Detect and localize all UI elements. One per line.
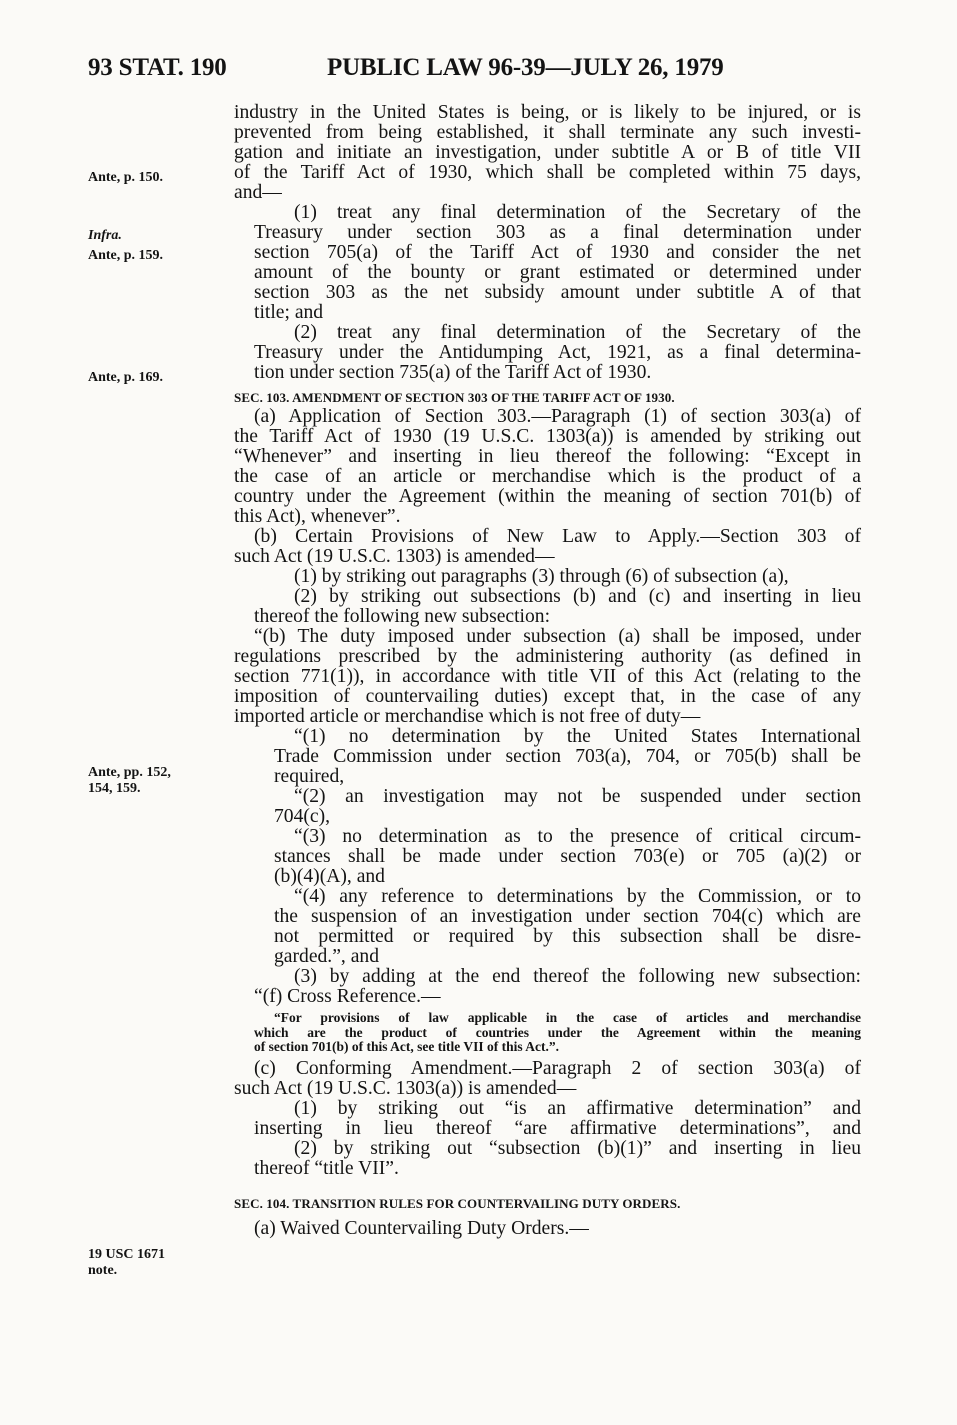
text-line: (b)(4)(A), and	[274, 866, 385, 887]
text-line: regulations prescribed by the administering authority (as defined in	[234, 646, 861, 667]
text-line: “(f) Cross Reference.—	[254, 986, 441, 1007]
margin-note: Ante, p. 159.	[88, 248, 164, 263]
text-line: (2) by striking out “subsection (b)(1)” and inserting in lieu	[294, 1137, 861, 1159]
text-line: (b) Certain Provisions of New Law to Apply.—Section 303 of	[254, 526, 861, 547]
text-line: Treasury under section 303 as a final determination under	[254, 222, 861, 243]
section-heading: SEC. 103. AMENDMENT OF SECTION 303 OF THE TARIFF ACT OF 1930.	[234, 390, 675, 405]
text-line: stances shall be made under section 703(e) or 705 (a)(2) or	[274, 846, 861, 867]
text-line: thereof “title VII”.	[254, 1157, 399, 1179]
page-reference: 93 STAT. 190	[88, 54, 227, 81]
text-line: (a) Waived Countervailing Duty Orders.—	[254, 1217, 589, 1239]
margin-note: Ante, p. 169.	[88, 370, 164, 385]
text-line: (2) by striking out subsections (b) and (c) and inserting in lieu	[294, 586, 861, 607]
text-line: “(b) The duty imposed under subsection (a) shall be imposed, under	[254, 626, 861, 647]
margin-note: 154, 159.	[88, 781, 141, 796]
text-line: imported article or merchandise which is not free of duty—	[234, 706, 701, 727]
text-line: (2) treat any final determination of the Secretary of the	[294, 322, 861, 343]
margin-note: note.	[88, 1263, 118, 1278]
text-line: (c) Conforming Amendment.—Paragraph 2 of section 303(a) of	[254, 1057, 861, 1079]
text-line: “Whenever” and inserting in lieu thereof the following: “Except in	[234, 446, 861, 467]
text-line: Trade Commission under section 703(a), 704, or 705(b) shall be	[274, 746, 861, 767]
text-line: imposition of countervailing duties) except that, in the case of any	[234, 686, 861, 707]
text-line: “(2) an investigation may not be suspended under section	[294, 786, 861, 807]
text-line: 704(c),	[274, 806, 331, 827]
text-line: not permitted or required by this subsection shall be disre-	[274, 926, 861, 947]
text-line: (1) treat any final determination of the Secretary of the	[294, 202, 861, 223]
text-line: “(4) any reference to determinations by the Commission, or to	[294, 886, 861, 907]
text-line: inserting in lieu thereof “are affirmative determinations”, and	[254, 1117, 861, 1139]
text-line: tion under section 735(a) of the Tariff Act of 1930.	[254, 362, 652, 383]
text-line: gation and initiate an investigation, under subtitle A or B of title VII	[234, 142, 861, 163]
margin-note: Ante, p. 150.	[88, 170, 164, 185]
text-line: title; and	[254, 302, 324, 323]
text-line: (a) Application of Section 303.—Paragraph (1) of section 303(a) of	[254, 406, 861, 427]
text-line: (1) by striking out “is an affirmative determination” and	[294, 1097, 861, 1119]
text-line: “(3) no determination as to the presence of critical circum-	[294, 826, 861, 847]
cross-reference-note: which are the product of countries under the Agreement within the meaning	[254, 1024, 861, 1040]
text-line: section 771(1)), in accordance with title VII of this Act (relating to the	[234, 666, 861, 687]
page-title: PUBLIC LAW 96-39—JULY 26, 1979	[327, 54, 724, 81]
text-line: the suspension of an investigation under section 704(c) which are	[274, 906, 861, 927]
text-line: (3) by adding at the end thereof the following new subsection:	[294, 966, 861, 987]
text-line: thereof the following new subsection:	[254, 606, 551, 627]
margin-note: Ante, pp. 152,	[88, 765, 171, 780]
text-line: amount of the bounty or grant estimated or determined under	[254, 262, 861, 283]
text-line: the case of an article or merchandise which is the product of a	[234, 466, 861, 487]
text-line: this Act), whenever”.	[234, 506, 401, 527]
cross-reference-note: of section 701(b) of this Act, see title VII of this Act.”.	[254, 1039, 559, 1054]
text-line: section 705(a) of the Tariff Act of 1930 and consider the net	[254, 242, 861, 263]
text-line: of the Tariff Act of 1930, which shall be completed within 75 days,	[234, 162, 861, 183]
text-line: garded.”, and	[274, 946, 379, 967]
cross-reference-note: “For provisions of law applicable in the case of articles and merchandise	[274, 1010, 861, 1025]
text-line: “(1) no determination by the United States International	[294, 726, 861, 747]
text-line: (1) by striking out paragraphs (3) through (6) of subsection (a),	[294, 566, 789, 587]
text-line: Treasury under the Antidumping Act, 1921, as a final determina-	[254, 342, 861, 363]
text-line: such Act (19 U.S.C. 1303) is amended—	[234, 546, 555, 567]
text-line: country under the Agreement (within the meaning of section 701(b) of	[234, 486, 861, 507]
margin-note: Infra.	[88, 228, 122, 243]
text-line: required,	[274, 766, 345, 787]
section-heading: SEC. 104. TRANSITION RULES FOR COUNTERVAILING DUTY ORDERS.	[234, 1195, 681, 1211]
text-line: prevented from being established, it shall terminate any such investi-	[234, 122, 861, 143]
text-line: and—	[234, 182, 282, 203]
statute-body	[234, 103, 861, 1239]
text-line: section 303 as the net subsidy amount under subtitle A of that	[254, 282, 861, 303]
text-line: the Tariff Act of 1930 (19 U.S.C. 1303(a)) is amended by striking out	[234, 426, 861, 447]
text-line: industry in the United States is being, or is likely to be injured, or is	[234, 102, 861, 123]
margin-note: 19 USC 1671	[88, 1247, 166, 1262]
text-line: such Act (19 U.S.C. 1303(a)) is amended—	[234, 1077, 577, 1099]
